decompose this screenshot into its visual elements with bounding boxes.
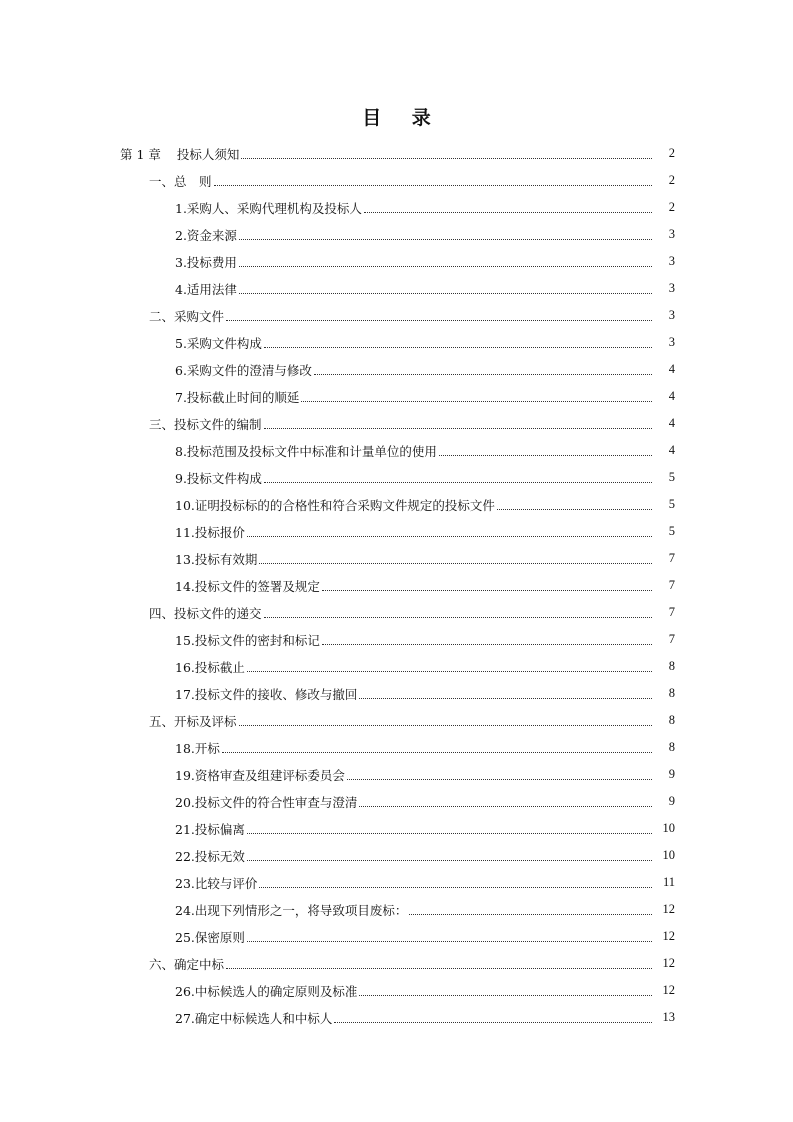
- toc-page-number: 12: [662, 929, 675, 943]
- dot-leader: [259, 562, 652, 564]
- toc-page-number: 3: [668, 335, 675, 349]
- toc-entry-item[interactable]: [0, 464, 793, 491]
- toc-entry-item[interactable]: [0, 788, 793, 815]
- toc-entry-label: 24.出现下列情形之一，将导致项目废标：: [175, 902, 408, 918]
- toc-entry-item[interactable]: [0, 869, 793, 896]
- dot-leader: [241, 157, 652, 159]
- toc-entry-label: 六、确定中标: [149, 956, 225, 972]
- toc-entry-item[interactable]: [0, 491, 793, 518]
- toc-page-number: 2: [668, 200, 675, 214]
- dot-leader: [301, 400, 652, 402]
- toc-entry-label: 8.投标范围及投标文件中标准和计量单位的使用: [175, 443, 437, 459]
- dot-leader: [497, 508, 652, 510]
- toc-entry-item[interactable]: [0, 977, 793, 1004]
- toc-entry-item[interactable]: [0, 761, 793, 788]
- toc-entry-label: 15.投标文件的密封和标记: [175, 632, 320, 648]
- toc-entry-label: 14.投标文件的签署及规定: [175, 578, 320, 594]
- toc-entry-label: 23.比较与评价: [175, 875, 258, 891]
- toc-page-number: 8: [668, 659, 675, 673]
- dot-leader: [334, 1021, 652, 1023]
- toc-entry-item[interactable]: [0, 383, 793, 410]
- dot-leader: [359, 697, 652, 699]
- dot-leader: [314, 373, 652, 375]
- toc-entry-item[interactable]: [0, 437, 793, 464]
- toc-entry-label: 五、开标及评标: [149, 713, 237, 729]
- toc-entry-label: 19.资格审查及组建评标委员会: [175, 767, 345, 783]
- toc-entry-item[interactable]: [0, 275, 793, 302]
- dot-leader: [322, 643, 652, 645]
- toc-page-number: 8: [668, 713, 675, 727]
- toc-page-number: 7: [668, 551, 675, 565]
- toc-entry-label: 21.投标偏离: [175, 821, 245, 837]
- toc-page-number: 7: [668, 632, 675, 646]
- dot-leader: [264, 616, 652, 618]
- toc-title: 目 录: [362, 107, 443, 129]
- toc-entry-chapter-1[interactable]: [0, 140, 793, 167]
- toc-entry-section[interactable]: [0, 950, 793, 977]
- toc-page-number: 8: [668, 686, 675, 700]
- toc-page-number: 13: [662, 1010, 675, 1024]
- toc-entry-label: 7.投标截止时间的顺延: [175, 389, 300, 405]
- toc-entry-item[interactable]: [0, 221, 793, 248]
- toc-entry-item[interactable]: [0, 545, 793, 572]
- toc-page-number: 7: [668, 578, 675, 592]
- toc-page-number: 4: [668, 443, 675, 457]
- toc-page-number: 4: [668, 362, 675, 376]
- toc-entry-label: 25.保密原则: [175, 929, 245, 945]
- dot-leader: [264, 481, 652, 483]
- toc-entry-label: 4.适用法律: [175, 281, 237, 297]
- toc-page-number: 10: [662, 821, 675, 835]
- dot-leader: [439, 454, 652, 456]
- toc-entry-label: 二、采购文件: [149, 308, 225, 324]
- dot-leader: [247, 940, 652, 942]
- toc-entry-item[interactable]: [0, 194, 793, 221]
- dot-leader: [222, 751, 652, 753]
- toc-page-number: 7: [668, 605, 675, 619]
- toc-page-number: 3: [668, 254, 675, 268]
- toc-page-number: 8: [668, 740, 675, 754]
- dot-leader: [347, 778, 652, 780]
- dot-leader: [247, 670, 652, 672]
- toc-entry-item[interactable]: [0, 842, 793, 869]
- toc-entry-label: 17.投标文件的接收、修改与撤回: [175, 686, 358, 702]
- toc-entry-text: [120, 145, 239, 163]
- dot-leader: [359, 994, 652, 996]
- dot-leader: [239, 238, 652, 240]
- toc-entry-item[interactable]: [0, 572, 793, 599]
- dot-leader: [239, 724, 652, 726]
- toc-entry-label: 10.证明投标标的的合格性和符合采购文件规定的投标文件: [175, 497, 495, 513]
- toc-entry-label: 20.投标文件的符合性审查与澄清: [175, 794, 358, 810]
- toc-entry-item[interactable]: [0, 734, 793, 761]
- toc-entry-section[interactable]: [0, 302, 793, 329]
- toc-entry-item[interactable]: [0, 896, 793, 923]
- dot-leader: [322, 589, 652, 591]
- toc-entry-label: 18.开标: [175, 740, 220, 756]
- toc-entry-label: 9.投标文件构成: [175, 470, 262, 486]
- toc-entry-label: 13.投标有效期: [175, 551, 258, 567]
- toc-page-number: 3: [668, 281, 675, 295]
- dot-leader: [226, 319, 652, 321]
- dot-leader: [247, 859, 652, 861]
- toc-entry-item[interactable]: [0, 329, 793, 356]
- toc-entry-label: 27.确定中标候选人和中标人: [175, 1010, 333, 1026]
- toc-page-number: 3: [668, 227, 675, 241]
- dot-leader: [264, 427, 652, 429]
- toc-page-number: 12: [662, 983, 675, 997]
- dot-leader: [409, 913, 652, 915]
- dot-leader: [264, 346, 652, 348]
- toc-entry-label: 16.投标截止: [175, 659, 245, 675]
- toc-page-number: 4: [668, 416, 675, 430]
- toc-entry-label: 1.采购人、采购代理机构及投标人: [175, 200, 362, 216]
- toc-page-number: 12: [662, 956, 675, 970]
- dot-leader: [226, 967, 652, 969]
- toc-entry-label: 投标人须知: [176, 146, 240, 162]
- toc-entry-label: 6.采购文件的澄清与修改: [175, 362, 312, 378]
- toc-page-number: 9: [668, 767, 675, 781]
- toc-entry-label: 5.采购文件构成: [175, 335, 262, 351]
- dot-leader: [247, 832, 652, 834]
- toc-entry-item[interactable]: [0, 815, 793, 842]
- toc-entry-label: 四、投标文件的递交: [149, 605, 262, 621]
- toc-entry-item[interactable]: [0, 518, 793, 545]
- toc-page-number: 5: [668, 470, 675, 484]
- toc-page-number: 9: [668, 794, 675, 808]
- dot-leader: [247, 535, 652, 537]
- toc-entry-label: 3.投标费用: [175, 254, 237, 270]
- toc-entry-item[interactable]: [0, 626, 793, 653]
- dot-leader: [239, 292, 652, 294]
- toc-entry-label: 三、投标文件的编制: [149, 416, 262, 432]
- toc-page-number: 12: [662, 902, 675, 916]
- toc-entry-item[interactable]: [0, 1004, 793, 1031]
- toc-entry-item[interactable]: [0, 248, 793, 275]
- toc-entry-item[interactable]: [0, 923, 793, 950]
- toc-entry-item[interactable]: [0, 653, 793, 680]
- toc-entry-label: 22.投标无效: [175, 848, 245, 864]
- toc-page-number: 5: [668, 524, 675, 538]
- toc-entry-label: 2.资金来源: [175, 227, 237, 243]
- dot-leader: [214, 184, 652, 186]
- toc-page-number: 5: [668, 497, 675, 511]
- dot-leader: [239, 265, 652, 267]
- toc-page-number: 11: [662, 875, 675, 889]
- toc-page-number: 4: [668, 389, 675, 403]
- dot-leader: [259, 886, 652, 888]
- toc-page-number: 2: [668, 146, 675, 160]
- toc-page-number: 10: [662, 848, 675, 862]
- toc-page-number: 2: [668, 173, 675, 187]
- toc-list: [0, 140, 793, 1031]
- dot-leader: [359, 805, 652, 807]
- toc-entry-section[interactable]: [0, 167, 793, 194]
- chapter-number: 第 1 章: [120, 146, 161, 162]
- toc-entry-label: 一、总 则: [149, 173, 212, 189]
- toc-entry-section[interactable]: [0, 707, 793, 734]
- toc-entry-item[interactable]: [0, 680, 793, 707]
- toc-page-number: 3: [668, 308, 675, 322]
- toc-entry-section[interactable]: [0, 599, 793, 626]
- toc-entry-label: 26.中标候选人的确定原则及标准: [175, 983, 358, 999]
- toc-entry-label: 11.投标报价: [175, 524, 245, 540]
- toc-entry-item[interactable]: [0, 356, 793, 383]
- dot-leader: [364, 211, 652, 213]
- toc-entry-section[interactable]: [0, 410, 793, 437]
